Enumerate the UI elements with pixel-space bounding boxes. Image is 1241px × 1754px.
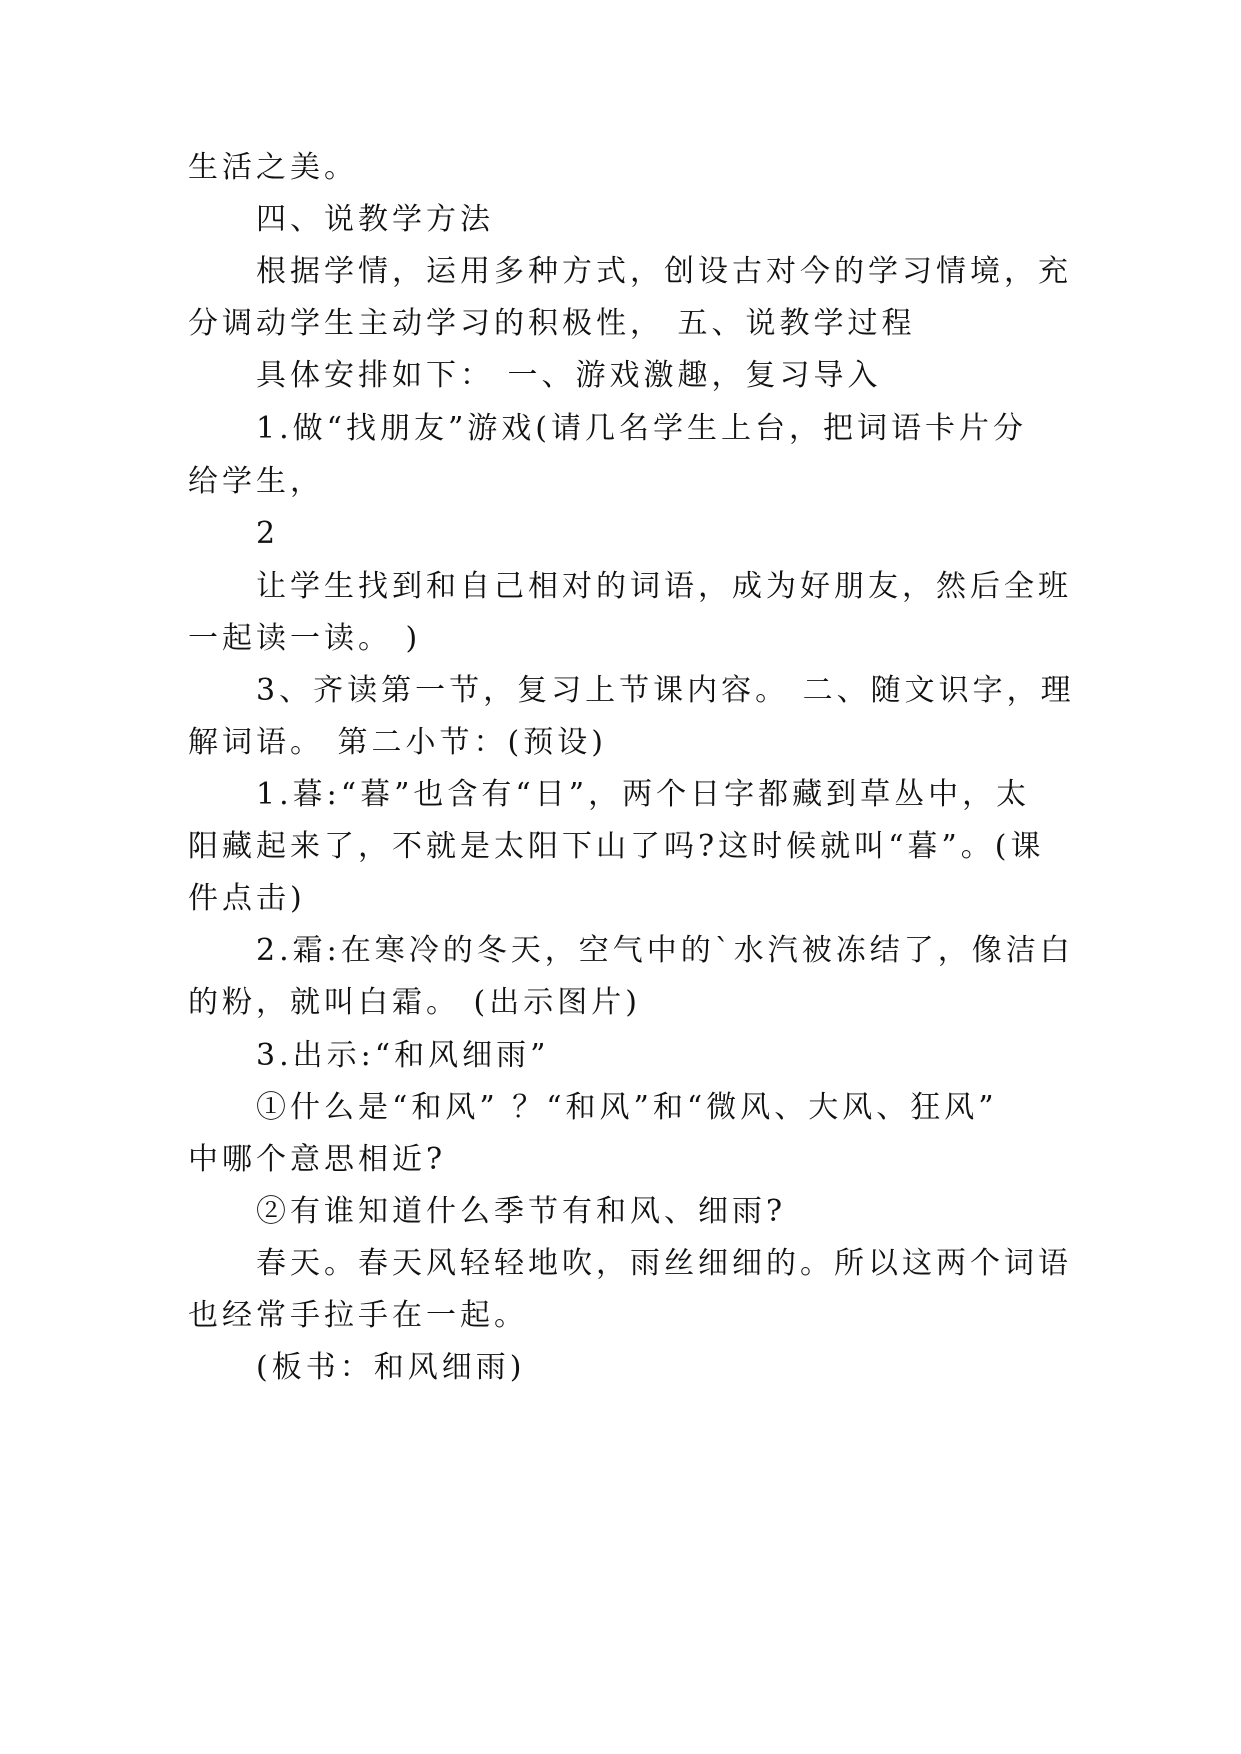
text-line: 让学生找到和自己相对的词语，成为好朋友，然后全班 bbox=[256, 569, 1072, 604]
text-line: 1.做“找朋友”游戏(请几名学生上台，把词语卡片分 bbox=[256, 411, 1028, 446]
text-line: 件点击) bbox=[188, 881, 306, 916]
text-line: (板书：和风细雨) bbox=[256, 1350, 526, 1385]
text-line: 的粉，就叫白霜。 (出示图片) bbox=[188, 985, 641, 1020]
text-line: 2.霜:在寒冷的冬天，空气中的`水汽被冻结了，像洁白 bbox=[256, 933, 1074, 968]
text-line: 3、齐读第一节，复习上节课内容。 二、随文识字，理 bbox=[256, 673, 1075, 708]
section-heading: 四、说教学方法 bbox=[256, 202, 494, 237]
text-line: 具体安排如下： 一、游戏激趣，复习导入 bbox=[256, 358, 882, 393]
text-line: 给学生， bbox=[188, 464, 324, 499]
page-number: 2 bbox=[256, 516, 280, 551]
text-line: 生活之美。 bbox=[188, 150, 358, 185]
text-line: 也经常手拉手在一起。 bbox=[188, 1298, 528, 1333]
text-line: ②有谁知道什么季节有和风、细雨? bbox=[256, 1194, 787, 1229]
text-line: ①什么是“和风” ？“和风”和“微风、大风、狂风” bbox=[256, 1090, 998, 1125]
text-line: 3.出示:“和风细雨” bbox=[256, 1038, 550, 1073]
text-line: 根据学情，运用多种方式，创设古对今的学习情境，充 bbox=[256, 254, 1072, 289]
text-line: 分调动学生主动学习的积极性， 五、说教学过程 bbox=[188, 306, 916, 341]
text-line: 春天。春天风轻轻地吹，雨丝细细的。所以这两个词语 bbox=[256, 1246, 1072, 1281]
text-line: 一起读一读。 ) bbox=[188, 621, 422, 656]
text-line: 解词语。 第二小节：(预设) bbox=[188, 725, 607, 760]
text-line: 中哪个意思相近? bbox=[188, 1142, 447, 1177]
text-line: 1.暮:“暮”也含有“日”，两个日字都藏到草丛中，太 bbox=[256, 777, 1031, 812]
text-line: 阳藏起来了，不就是太阳下山了吗?这时候就叫“暮”。(课 bbox=[188, 829, 1045, 864]
